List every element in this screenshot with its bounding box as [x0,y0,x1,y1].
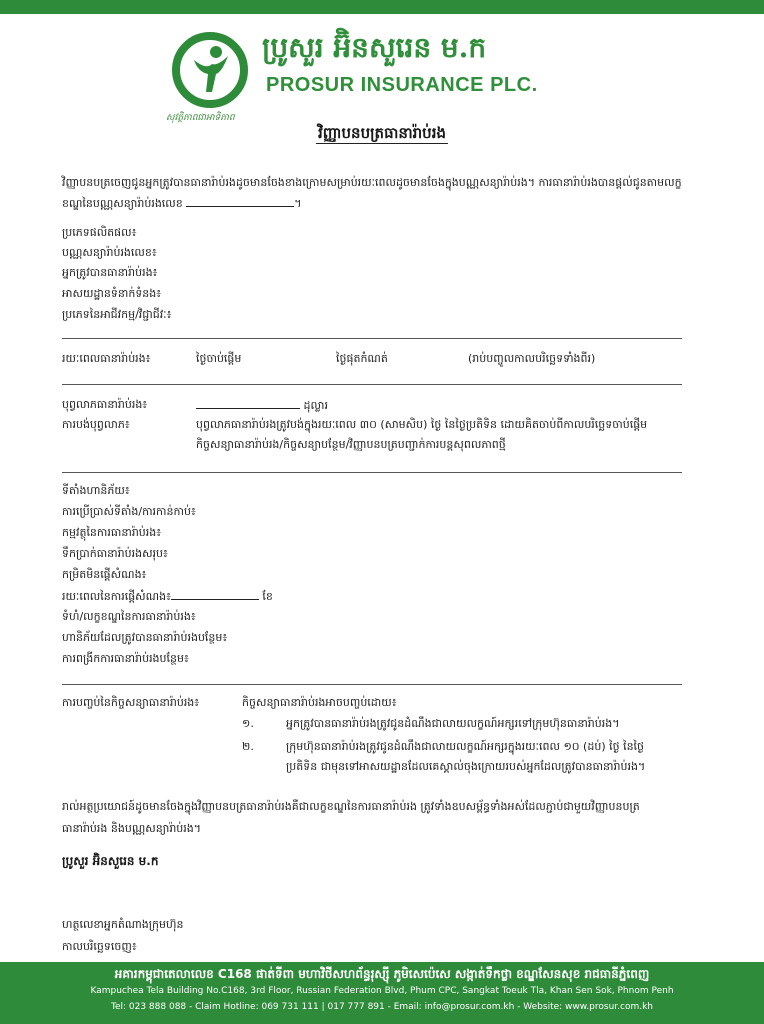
period-note: (រាប់បញ្ចូលកាលបរិច្ឆេទទាំងពីរ) [468,352,596,365]
payment-label: ការបង់បុព្វលាភ៖ [62,418,130,431]
field-coverage-scope: ទំហំ/លក្ខខណ្ឌនៃការធានារ៉ាប់រង៖ [62,610,196,623]
footer-contact: Tel: 023 888 088 - Claim Hotline: 069 731 111 | 017 777 891 - Email: info@prosur.com.kh - Website: www.prosur.com.kh [110,1002,654,1012]
divider [62,472,682,473]
period-end-label: ថ្ងៃផុតកំណត់ [336,352,388,365]
prosur-logo-icon [172,30,252,110]
payment-text-line2: កិច្ចសន្យាធានារ៉ាប់រង/កិច្ចសន្យាបន្ថែម/វិញ្ញាបនបត្របញ្ជាក់ការបន្តសុពលភាពថ្មី [196,438,506,451]
period-label: រយៈពេលធានារ៉ាប់រង៖ [62,352,151,365]
termination-item-2-text-line2: ប្រតិទិន ជាមុនទៅអាសយដ្ឋានដែលគេស្គាល់ចុងក្រោយរបស់អ្នកដែលត្រូវបានធានារ៉ាប់រង។ [286,760,646,773]
termination-label: ការបញ្ចប់នៃកិច្ចសន្យាធានារ៉ាប់រង៖ [62,696,200,709]
divider [62,384,682,385]
premium-value-row: ដុល្លារ [196,396,328,415]
termination-item-2-text-line1: ក្រុមហ៊ុនធានារ៉ាប់រងត្រូវជូនដំណឹងជាលាយលក្ខណ៍អក្សរក្នុងរយៈពេល ១០ (ដប់) ថ្ងៃ នៃថ្ងៃ [286,740,645,753]
tagline: សុវត្ថិភាពជាអាទិភាព [166,113,235,123]
field-risk-location: ទីតាំងហានិភ័យ៖ [62,484,130,497]
field-additional-risks: ហានិភ័យដែលត្រូវបានធានារ៉ាប់រងបន្ថែម៖ [62,631,228,644]
field-deductible: កម្រិតមិនផ្តើសំណង៖ [62,568,147,581]
field-indemnity-period: រយៈពេលនៃការផ្តើសំណង៖ ខែ [62,587,273,606]
intro-paragraph: វិញ្ញាបនបត្រចេញជូនអ្នកត្រូវបានធានារ៉ាប់រងដូចមានចែងខាងក្រោមសម្រាប់រយៈពេលដូចមានចែងក្នុងបណ្ណសន្យារ៉ាប់រង។ ការធានារ៉ាប់រងបានផ្តល់ជូនតាមលក្ខខណ្ឌនៃបណ្ណសន្យារ៉ាប់រងលេខ ។ [62,176,682,210]
field-product-type: ប្រភេទផលិតផល៖ [62,226,137,239]
closing-line2: ធានារ៉ាប់រង និងបណ្ណសន្យារ៉ាប់រង។ [62,822,202,835]
divider [62,338,682,339]
period-start-label: ថ្ងៃចាប់ផ្តើម [196,352,242,365]
field-insured: អ្នកត្រូវបានធានារ៉ាប់រង៖ [62,266,158,279]
payment-text-line1: បុព្វលាភធានារ៉ាប់រងត្រូវបង់ក្នុងរយៈពេល ៣០ (សាមសិប) ថ្ងៃ នៃថ្ងៃប្រតិទិន ដោយគិតចាប់ពីកាលបរិច្ឆេទចាប់ផ្តើម [196,418,648,431]
field-subject-matter: កម្មវត្ថុនៃការធានារ៉ាប់រង៖ [62,526,162,539]
field-extensions: ការពង្រីកការធានារ៉ាប់រងបន្ថែម៖ [62,652,189,665]
document-title: វិញ្ញាបនបត្រធានារ៉ាប់រង [318,124,446,142]
field-business-type: ប្រភេទនៃអាជីវកម្ម/វិជ្ជាជីវៈ៖ [62,308,172,321]
top-brand-bar [0,0,764,14]
footer [0,962,764,1024]
termination-item-1-text: អ្នកត្រូវបានធានារ៉ាប់រងត្រូវជូនដំណឹងជាលាយលក្ខណ៍អក្សរទៅក្រុមហ៊ុនធានារ៉ាប់រង។ [286,717,620,730]
termination-item-2-num: ២. [242,740,254,753]
signer-company: ប្រូសួរ អ៊ិនសួរេន ម.ក [62,854,159,868]
field-sum-insured: ទឹកប្រាក់ធានារ៉ាប់រងសរុប៖ [62,547,168,560]
closing-line1: រាល់អត្ថប្រយោជន៍ដូចមានចែងក្នុងវិញ្ញាបនបត្រធានារ៉ាប់រងគឺជាលក្ខខណ្ឌនៃការធានារ៉ាប់រង ត្រូវទាំងឧបសម្ព័ន្ធទាំងអស់ដែលភ្ជាប់ជាមួយវិញ្ញាបនបត្រ [62,800,640,813]
company-name-kh: ប្រូសួរ អ៊ិនសួរេន ម.ក [262,31,487,64]
field-policy-number: បណ្ណសន្យារ៉ាប់រងលេខ៖ [62,246,157,259]
footer-address-en: Kampuchea Tela Building No.C168, 3rd Floor, Russian Federation Blvd, Phum CPC, Sangkat Toeuk Tla, Khan Sen Sok, Phnom Penh [90,986,674,996]
termination-intro: កិច្ចសន្យាធានារ៉ាប់រងអាចបញ្ចប់ដោយ៖ [242,696,397,709]
divider [62,684,682,685]
footer-address-kh: អគារកម្ពុជាតេលាលេខ C168 ផាត់ទីពា មហាវិថីសហព័ន្ធរុស្ស៊ី ភូមិសេប៉េសេ សង្កាត់ទឹកថ្លា ខណ្ឌសែនសុខ រាជធានីភ្នំពេញ [114,967,650,981]
premium-label: បុព្វលាភធានារ៉ាប់រង៖ [62,398,148,411]
company-name-en: PROSUR INSURANCE PLC. [266,74,538,96]
field-occupancy: ការប្រើប្រាស់ទីតាំង/ការកាន់កាប់៖ [62,505,196,518]
field-address: អាសយដ្ឋានទំនាក់ទំនង៖ [62,287,162,300]
signature-label: ហត្ថលេខាអ្នកតំណាងក្រុមហ៊ុន [62,918,184,931]
termination-item-1-num: ១. [242,717,254,730]
issue-date-label: កាលបរិច្ឆេទចេញ៖ [62,940,137,953]
